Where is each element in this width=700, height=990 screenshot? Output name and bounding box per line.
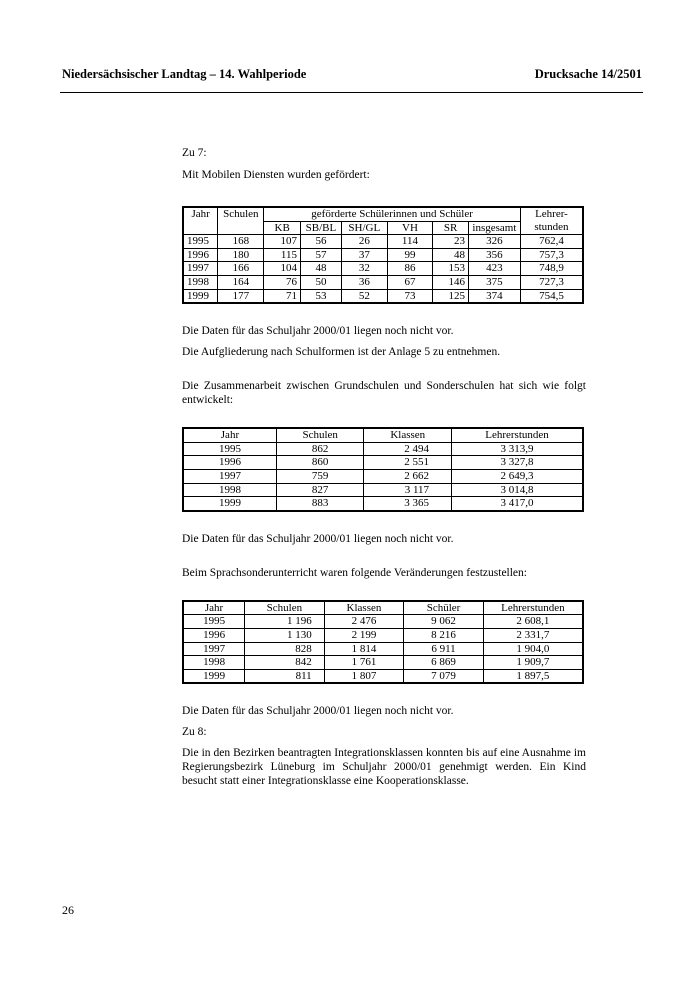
table-cell: 1999 — [183, 669, 245, 683]
table-cell: 104 — [264, 262, 301, 276]
table-cell: 1 807 — [324, 669, 404, 683]
table-cell: 759 — [276, 469, 364, 483]
table-cell: 7 079 — [404, 669, 484, 683]
header-divider — [60, 92, 643, 93]
table-cell: 99 — [387, 248, 432, 262]
table-row — [183, 456, 583, 470]
table-cell: 180 — [218, 248, 264, 262]
col-header-sh-gl: SH/GL — [341, 221, 387, 235]
cooperation-note: Die Daten für das Schuljahr 2000/01 liegen noch nicht vor. — [182, 532, 454, 545]
table-cell: 1995 — [183, 615, 245, 629]
table-cell: 8 216 — [404, 628, 484, 642]
table-cell: 1 909,7 — [483, 656, 583, 670]
table-cell: 828 — [245, 642, 325, 656]
speech-note: Die Daten für das Schuljahr 2000/01 liegen noch nicht vor. — [182, 705, 454, 718]
table-cell: 177 — [218, 289, 264, 303]
table-cell: 1 897,5 — [483, 669, 583, 683]
table-cell: 107 — [264, 235, 301, 249]
table-cell: 754,5 — [520, 289, 583, 303]
table-cell: 2 199 — [324, 628, 404, 642]
table-cell: 2 331,7 — [483, 628, 583, 642]
table-cell: 125 — [433, 289, 469, 303]
table-row — [183, 628, 583, 642]
table-cell: 1998 — [183, 656, 245, 670]
section-7-intro: Mit Mobilen Diensten wurden gefördert: — [182, 169, 370, 181]
col-header-jahr: Jahr — [183, 428, 276, 442]
table-cell: 2 551 — [364, 456, 452, 470]
table-cell: 1996 — [183, 628, 245, 642]
col-header-group: geförderte Schülerinnen und Schüler — [264, 207, 521, 221]
col-header-lehrer-1: Lehrer- — [520, 207, 583, 221]
table-cell: 6 911 — [404, 642, 484, 656]
table-cell: 76 — [264, 275, 301, 289]
table-cell: 3 365 — [364, 497, 452, 511]
table-cell: 1 196 — [245, 615, 325, 629]
table-cell: 23 — [433, 235, 469, 249]
table-cell: 1998 — [183, 275, 218, 289]
table-cell: 146 — [433, 275, 469, 289]
table-cell: 56 — [300, 235, 341, 249]
table-cell: 374 — [468, 289, 520, 303]
col-header-sr: SR — [433, 221, 469, 235]
table-cell: 164 — [218, 275, 264, 289]
col-header-schulen: Schulen — [245, 601, 325, 615]
section-8-heading: Zu 8: — [182, 726, 207, 739]
table-row — [183, 642, 583, 656]
table-row — [183, 497, 583, 511]
table-row — [183, 615, 583, 629]
table-cell: 356 — [468, 248, 520, 262]
header-title: Niedersächsischer Landtag – 14. Wahlperiode — [62, 67, 307, 81]
table-cell: 1999 — [183, 289, 218, 303]
table-cell: 32 — [341, 262, 387, 276]
table-row — [183, 442, 583, 456]
table-cell: 36 — [341, 275, 387, 289]
col-header-klassen: Klassen — [364, 428, 452, 442]
table-cell: 2 494 — [364, 442, 452, 456]
table-cell: 883 — [276, 497, 364, 511]
table-row — [183, 669, 583, 683]
table-cell: 862 — [276, 442, 364, 456]
mobile-services-table — [182, 206, 584, 304]
col-header-klassen: Klassen — [324, 601, 404, 615]
speech-intro: Beim Sprachsonderunterricht waren folgende Veränderungen festzustellen: — [182, 566, 527, 579]
table-cell: 3 117 — [364, 483, 452, 497]
table-cell: 1 130 — [245, 628, 325, 642]
table-cell: 2 662 — [364, 469, 452, 483]
table-cell: 86 — [387, 262, 432, 276]
section-7-annex-note: Die Aufgliederung nach Schulformen ist der Anlage 5 zu entnehmen. — [182, 346, 501, 359]
table-cell: 1995 — [183, 442, 276, 456]
table-row — [183, 483, 583, 497]
table-cell: 762,4 — [520, 235, 583, 249]
table-cell: 423 — [468, 262, 520, 276]
table-cell: 1996 — [183, 248, 218, 262]
table-cell: 827 — [276, 483, 364, 497]
table-cell: 166 — [218, 262, 264, 276]
table-cell: 727,3 — [520, 275, 583, 289]
col-header-schulen: Schulen — [276, 428, 364, 442]
table-cell: 1997 — [183, 469, 276, 483]
table-cell: 168 — [218, 235, 264, 249]
col-header-lehrerstunden: Lehrerstunden — [483, 601, 583, 615]
speech-therapy-table — [182, 600, 584, 685]
col-header-sb-bl: SB/BL — [300, 221, 341, 235]
table-row — [183, 289, 583, 303]
cooperation-intro: Die Zusammenarbeit zwischen Grundschulen und Sonderschulen hat sich wie folgt entwickelt: — [182, 380, 586, 407]
table-cell: 53 — [300, 289, 341, 303]
table-cell: 48 — [300, 262, 341, 276]
table-row — [183, 248, 583, 262]
section-7-heading: Zu 7: — [182, 147, 207, 159]
table-cell: 3 327,8 — [452, 456, 583, 470]
col-header-schulen: Schulen — [218, 207, 264, 235]
table-cell: 73 — [387, 289, 432, 303]
col-header-lehrer-2: stunden — [520, 221, 583, 235]
table-cell: 1996 — [183, 456, 276, 470]
table-row — [183, 656, 583, 670]
cooperation-table — [182, 427, 584, 512]
table-cell: 1 814 — [324, 642, 404, 656]
table-cell: 52 — [341, 289, 387, 303]
table-cell: 67 — [387, 275, 432, 289]
table-cell: 1998 — [183, 483, 276, 497]
table-row — [183, 275, 583, 289]
table-cell: 375 — [468, 275, 520, 289]
table-row — [183, 262, 583, 276]
document-number: Drucksache 14/2501 — [534, 67, 642, 81]
table-cell: 1995 — [183, 235, 218, 249]
col-header-insgesamt: insgesamt — [468, 221, 520, 235]
page-body — [182, 146, 586, 788]
col-header-schueler: Schüler — [404, 601, 484, 615]
table-cell: 153 — [433, 262, 469, 276]
table-cell: 748,9 — [520, 262, 583, 276]
section-7-note: Die Daten für das Schuljahr 2000/01 liegen noch nicht vor. — [182, 325, 454, 338]
table-cell: 1 904,0 — [483, 642, 583, 656]
table-cell: 71 — [264, 289, 301, 303]
table-cell: 115 — [264, 248, 301, 262]
table-cell: 2 649,3 — [452, 469, 583, 483]
table-cell: 3 014,8 — [452, 483, 583, 497]
table-cell: 50 — [300, 275, 341, 289]
table-cell: 1997 — [183, 642, 245, 656]
table-cell: 26 — [341, 235, 387, 249]
table-cell: 37 — [341, 248, 387, 262]
col-header-kb: KB — [264, 221, 301, 235]
table-cell: 2 608,1 — [483, 615, 583, 629]
table-cell: 1999 — [183, 497, 276, 511]
table-cell: 48 — [433, 248, 469, 262]
table-cell: 3 417,0 — [452, 497, 583, 511]
table-row — [183, 235, 583, 249]
table-cell: 811 — [245, 669, 325, 683]
col-header-jahr: Jahr — [183, 601, 245, 615]
table-cell: 114 — [387, 235, 432, 249]
table-cell: 1 761 — [324, 656, 404, 670]
table-cell: 9 062 — [404, 615, 484, 629]
col-header-jahr: Jahr — [183, 207, 218, 235]
table-cell: 842 — [245, 656, 325, 670]
col-header-lehrerstunden: Lehrerstunden — [452, 428, 583, 442]
table-row — [183, 469, 583, 483]
table-cell: 860 — [276, 456, 364, 470]
table-cell: 2 476 — [324, 615, 404, 629]
table-cell: 3 313,9 — [452, 442, 583, 456]
table-cell: 57 — [300, 248, 341, 262]
table-cell: 6 869 — [404, 656, 484, 670]
col-header-vh: VH — [387, 221, 432, 235]
page-number: 26 — [62, 903, 74, 917]
table-cell: 1997 — [183, 262, 218, 276]
table-cell: 326 — [468, 235, 520, 249]
table-cell: 757,3 — [520, 248, 583, 262]
section-8-text: Die in den Bezirken beantragten Integrationsklassen konnten bis auf eine Ausnahme im Regierungsbezirk Lüneburg im Schuljahr 2000/01 genehmigt werden. Ein Kind besucht statt einer Integrationsklasse eine Kooperationsklasse. — [182, 747, 586, 788]
